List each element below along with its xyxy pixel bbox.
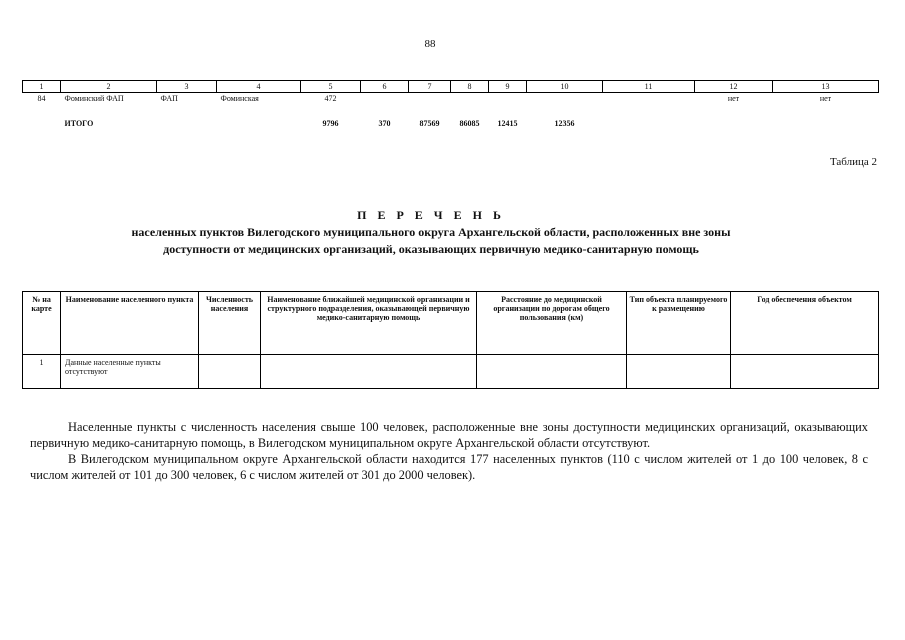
column-number: 5 bbox=[301, 81, 361, 93]
heading-line-2: доступности от медицинских организаций, оказывающих первичную медико-санитарную помощь bbox=[163, 242, 699, 256]
paragraph: Населенные пункты с численность населения свыше 100 человек, расположенные вне зоны доступности медицинских организаций, оказывающих первичную медико-санитарную помощь, в Вилегодском муниципальном округе Архангельской области отсутствуют. bbox=[30, 420, 868, 450]
total-label: ИТОГО bbox=[64, 119, 94, 128]
population: 472 bbox=[324, 94, 337, 103]
column-number: 1 bbox=[23, 81, 61, 93]
total-c5: 9796 bbox=[322, 119, 339, 128]
header-year: Год обеспечения объектом bbox=[731, 292, 879, 355]
row-number: 84 bbox=[37, 94, 46, 103]
paragraph: В Вилегодском муниципальном округе Архангельской области находится 177 населенных пунктов (110 с числом жителей от 1 до 100 человек, 8 с числом жителей от 101 до 300 человек, 6 с числом жителей от 301 до 2000 человек). bbox=[30, 452, 868, 482]
column-number: 2 bbox=[61, 81, 157, 93]
table-row bbox=[23, 93, 879, 105]
total-c8: 86085 bbox=[459, 119, 480, 128]
settlement-name: Данные населенные пункты отсутствуют bbox=[61, 355, 199, 389]
column-number: 9 bbox=[489, 81, 527, 93]
column-number: 8 bbox=[451, 81, 489, 93]
document-heading bbox=[22, 208, 840, 257]
heading-line-1: населенных пунктов Вилегодского муниципального округа Архангельской области, расположенных вне зоны bbox=[131, 225, 731, 239]
settlements-table bbox=[22, 291, 879, 389]
table-label: Таблица 2 bbox=[829, 156, 877, 168]
header-row bbox=[23, 292, 879, 355]
column-number: 12 bbox=[695, 81, 773, 93]
continuation-table bbox=[22, 80, 879, 128]
facility-name: Фоминский ФАП bbox=[64, 94, 124, 103]
column-number: 6 bbox=[361, 81, 409, 93]
header-population: Численность населения bbox=[199, 292, 261, 355]
column-number: 13 bbox=[773, 81, 879, 93]
column-number-row bbox=[23, 81, 879, 93]
column-number: 3 bbox=[157, 81, 217, 93]
settlement-name: Фоминская bbox=[220, 94, 259, 103]
page-number: 88 bbox=[424, 38, 436, 50]
column-number: 10 bbox=[527, 81, 603, 93]
column-number: 7 bbox=[409, 81, 451, 93]
header-distance: Расстояние до медицинской организации по дорогам общего пользования (км) bbox=[477, 292, 627, 355]
column-number: 11 bbox=[603, 81, 695, 93]
total-c6: 370 bbox=[378, 119, 391, 128]
table-row bbox=[23, 355, 879, 389]
body-text bbox=[30, 419, 868, 483]
col13-value: нет bbox=[819, 94, 832, 103]
header-nearest-organization: Наименование ближайшей медицинской организации и структурного подразделения, оказывающей первичную медико-санитарную помощь bbox=[261, 292, 477, 355]
heading-title: П Е Р Е Ч Е Н Ь bbox=[357, 208, 505, 222]
row-number: 1 bbox=[23, 355, 61, 389]
total-c9: 12415 bbox=[497, 119, 518, 128]
total-row bbox=[23, 104, 879, 128]
header-map-number: № на карте bbox=[23, 292, 61, 355]
total-c7: 87569 bbox=[419, 119, 440, 128]
column-number: 4 bbox=[217, 81, 301, 93]
total-c10: 12356 bbox=[554, 119, 575, 128]
header-object-type: Тип объекта планируемого к размещению bbox=[627, 292, 731, 355]
facility-type: ФАП bbox=[160, 94, 178, 103]
col12-value: нет bbox=[727, 94, 740, 103]
header-settlement-name: Наименование населенного пункта bbox=[61, 292, 199, 355]
